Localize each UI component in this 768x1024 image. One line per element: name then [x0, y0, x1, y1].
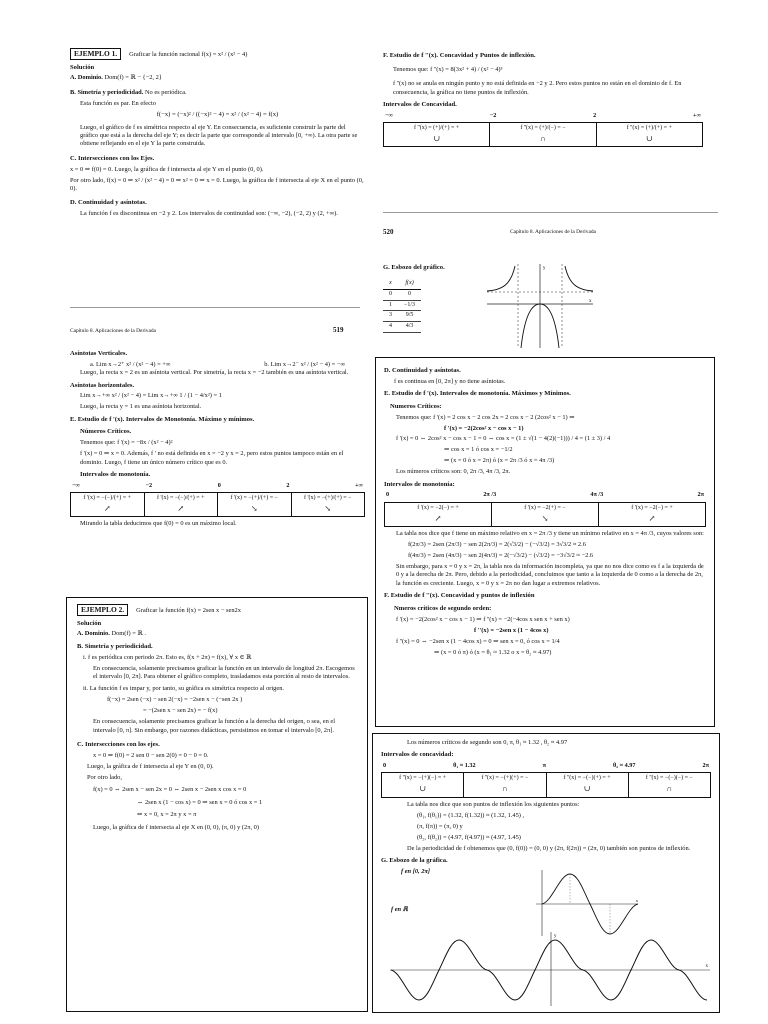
inflection-point: (θ₁, f(θ₁)) = (1.32, f(1.32)) ≈ (1.32, 1.45) ,	[417, 811, 525, 819]
mark: 2π /3	[483, 491, 497, 499]
svg-text:y: y	[543, 266, 546, 271]
no-inflection-text: f ''(x) no se anula en ningún punto y no está definida en −2 y 2. Pero estos puntos no están en el dominio de f. En consecuencia, la gráfica no tiene puntos de inflexión.	[393, 80, 682, 96]
continuity-text: La función f es discontinua en −2 y 2. Los intervalos de continuidad son: (−∞, −2), (−2, 2) y (2, +∞).	[80, 210, 338, 218]
domain-text: Dom(f) = ℝ − {−2, 2}	[104, 74, 162, 82]
monotony-heading: Intervalos de monotonía:	[384, 480, 455, 488]
example-title: Graficar la función f(x) = 2sen x − sen2x	[136, 607, 241, 614]
max-value-eq: f(2π/3) = 2sen (2π/3) − sen 2(2π/3) = 2(√3/2) − (−√3/2) = 3√3/2 ≈ 2.6	[408, 541, 586, 549]
parity-equation: f(−x) = (−x)² / ((−x)² − 4) = x² / (x² − 4) = f(x)	[156, 110, 279, 118]
example-label: EJEMPLO 2.	[77, 604, 128, 616]
critical-numbers-heading: Números Críticos.	[80, 428, 132, 436]
section-d-heading: D. Continuidad y asíntotas.	[384, 367, 461, 374]
concavity-cell: f ''(x) = −(−)(+) = + ∪	[546, 773, 628, 796]
running-head: Capítulo 8. Aplicaciones de la Derivada	[70, 328, 156, 334]
y-intercept-text: Luego, la gráfica de f intersecta al eje Y en (0, 0).	[87, 762, 214, 770]
derivative-eq-2: f '(x) = −2(2cos² x − cos x − 1)	[444, 424, 524, 432]
first-derivative-eq: Tenemos que: f '(x) = −8x / (x² − 4)²	[80, 439, 173, 447]
section-d-heading: D. Continuidad y asíntotas.	[70, 199, 147, 207]
concavity-heading: Intervalos de Concavidad.	[383, 101, 457, 109]
value-table	[383, 279, 421, 334]
solution-heading: Solución	[77, 619, 102, 627]
mark: 0	[217, 481, 221, 489]
odd-equation-1: f(−x) = 2sen (−x) − sen 2(−x) = −2sen x − (−sen 2x )	[107, 696, 243, 704]
interval-marks	[381, 762, 711, 770]
mark: +∞	[355, 481, 363, 489]
limit-b: b. Lim x→2⁻ x² / (x² − 4) = −∞	[264, 360, 345, 368]
derivative-eq-1: Tenemos que: f '(x) = 2 cos x − 2 cos 2x = 2 cos x − 2 (2cos² x − 1) ⇒	[396, 413, 575, 421]
horizontal-asymptote-text: Luego, la recta y = 1 es una asíntota horizontal.	[80, 403, 202, 411]
second-derivative-eq-4: ⇒ (x = 0 ó π) ó (x = θ₁ ≈ 1.32 o x = θ₂ ≈ 4.97)	[434, 648, 552, 656]
vertical-asymptotes-heading: Asíntotas Verticales.	[70, 350, 128, 357]
page-divider	[383, 212, 718, 213]
monotony-cell: f '(x) = −(−)/(+) = + ↗	[71, 493, 144, 516]
domain-text: Dom(f) = ℝ .	[111, 630, 146, 638]
concave-up-icon: ∪	[645, 133, 653, 143]
concave-down-icon: ∩	[540, 133, 546, 143]
mark: −∞	[385, 111, 393, 119]
inflection-point: (π, f(π)) = (π, 0) y	[417, 822, 463, 830]
svg-text:x: x	[635, 898, 638, 903]
decreasing-arrow-icon: ↘	[541, 513, 549, 523]
symmetry-text: Luego, el gráfico de f es simétrica respecto al eje Y. En consecuencia, es suficiente construir la parte del gráfico que está a la derecha del eje Y; es decir la parte que corresponde al intervalo [0, +∞). La otra parte se obtiene reflejando en el eje Y la parte construida.	[80, 123, 358, 148]
monotony-cell: f '(x) = −2(−) = + ↗	[598, 503, 705, 526]
table-header: x	[383, 279, 398, 289]
table-row: 4 4/3	[383, 322, 421, 333]
y-intercept-text: x = 0 ⇒ f(0) = 0. Luego, la gráfica de f intersecta al eje Y en el punto (0, 0).	[70, 165, 264, 173]
odd-equation-2: = −(2sen x − sen 2x) = − f(x)	[143, 707, 218, 715]
periodicity-text: i. f es periódica con periodo 2π. Esto es, f(x + 2π) = f(x), ∀ x ∈ ℝ	[83, 653, 252, 661]
section-e-heading: E. Estudio de f '(x). Intervalos de Monotonía. Máximo y mínimos.	[70, 415, 255, 423]
decreasing-arrow-icon: ↘	[324, 503, 332, 513]
section-b-subtitle: No es periódica.	[144, 88, 187, 96]
page-divider	[70, 307, 360, 308]
concave-down-icon: ∩	[666, 784, 673, 794]
horizontal-asymptotes-heading: Asíntotas horizontales.	[70, 381, 135, 389]
second-derivative-eq: Tenemos que: f ''(x) = 8(3x² + 4) / (x² − 4)³	[393, 65, 503, 73]
horizontal-limit: Lim x→+∞ x² / (x² − 4) = Lim x→+∞ 1 / (1 − 4/x²) = 1	[80, 392, 222, 400]
x-intercept-text: Luego, la gráfica de f intersecta al eje X en (0, 0), (π, 0) y (2π, 0)	[93, 823, 259, 831]
mark: θ₂ ≈ 4.97	[613, 762, 636, 770]
table-row: 3 9/5	[383, 311, 421, 322]
section-e-heading: E. Estudio de f '(x). Intervalos de monotonía. Máximos y Mínimos.	[384, 390, 571, 398]
concavity-cell: f ''(x) = −(+)(+) = − ∩	[463, 773, 545, 796]
second-derivative-eq-1: f '(x) = −2(2cos² x − cos x − 1) ⇒ f ''(x) = −2(−4cos x sen x + sen x)	[396, 615, 570, 623]
other-side-text: Por otro lado,	[87, 773, 122, 781]
mark: 2	[286, 481, 290, 489]
mark: −∞	[72, 481, 80, 489]
table-header: f(x)	[398, 279, 421, 289]
odd-function-text: ii. La función f es impar y, por tanto, su gráfica es simétrica respecto al origen.	[83, 685, 284, 693]
mark: 2π	[702, 762, 709, 770]
concavity-cell: f ''(x) = (+)/(+) = + ∪	[596, 123, 702, 146]
vertical-asymptote-text: Luego, la recta x = 2 es un asíntota vertical. Por simetría, la recta x = −2 también es una asíntota vertical.	[80, 369, 349, 377]
mark: 0	[386, 491, 390, 499]
concavity-table	[381, 772, 711, 797]
section-b-heading: B. Simetría y periodicidad.	[77, 642, 153, 650]
mark: 0	[383, 762, 387, 770]
mark: +∞	[693, 111, 701, 119]
page-asintotas-ejemplo-1	[70, 346, 365, 591]
decreasing-arrow-icon: ↘	[250, 503, 258, 513]
page-monotonia-ejemplo-2	[375, 357, 715, 727]
concave-down-icon: ∩	[501, 784, 508, 794]
section-g-heading: G. Esbozo del gráfico.	[383, 264, 445, 271]
monotony-cell: f '(x) = −(+)/(+) = − ↘	[291, 493, 365, 516]
monotony-cell: f '(x) = −2(+) = − ↘	[491, 503, 598, 526]
inflection-intro: La tabla nos dice que son puntos de inflexión los siguientes puntos:	[407, 800, 580, 808]
section-c-heading: C. Intersecciones con los ejes.	[77, 741, 160, 749]
interval-marks	[384, 491, 706, 499]
concavity-cell: f ''(x) = (+)/(−) = − ∩	[489, 123, 595, 146]
section-b-heading: B. Simetría y periodicidad.	[70, 88, 144, 96]
periodicity-inflection-text: De la periodicidad de f obtenemos que (0, f(0)) = (0, 0) y (2π, f(2π)) = (2π, 0) también son puntos de inflexión.	[407, 844, 691, 852]
monotony-cell: f '(x) = −(−)/(+) = + ↗	[144, 493, 218, 516]
derivative-eq-3: f '(x) = 0 ⇔ 2cos² x − cos x − 1 = 0 ⇔ cos x = (1 ± √(1 − 4(2)(−1))) / 4 = (1 ± 3) / 4	[396, 435, 611, 443]
svg-text:x: x	[705, 964, 708, 969]
rational-function-graph	[485, 262, 595, 350]
critical-numbers-text: Los números críticos son: 0, 2π /3, 4π /3, 2π.	[396, 468, 511, 476]
zeros-eq-2: ⇔ 2sen x (1 − cos x) = 0 ⇒ sen x = 0 ó cos x = 1	[137, 798, 263, 806]
extrema-text: La tabla nos dice que f tiene un máximo relativo en x = 2π /3 y tiene un mínimo relativo en x = 4π /3, cuyos valores son:	[396, 530, 704, 538]
svg-text:x: x	[589, 299, 592, 304]
graph-label-interval: f en [0, 2π]	[401, 867, 431, 875]
mark: θ₁ ≈ 1.32	[453, 762, 476, 770]
page-ejemplo-1	[70, 48, 365, 298]
second-derivative-eq-3: f ''(x) = 0 ⇔ −2sen x (1 − 4cos x) = 0 ⇒ sen x = 0, ó cos x = 1/4	[396, 637, 560, 645]
limit-a: a. Lim x→2⁺ x² / (x² − 4) = +∞	[90, 360, 171, 368]
monotony-cell: f '(x) = −(+)/(+) = − ↘	[217, 493, 291, 516]
derivative-eq-5: ⇒ (x = 0 ó x = 2π) ó (x = 2π /3 ó x = 4π /3)	[444, 457, 555, 465]
increasing-arrow-icon: ↗	[177, 503, 185, 513]
example-title: Graficar la función racional f(x) = x² / (x² − 4)	[129, 51, 248, 58]
concave-up-icon: ∪	[583, 784, 591, 794]
second-order-heading: Nmeros críticos de segundo orden:	[394, 605, 492, 613]
increasing-arrow-icon: ↗	[103, 503, 111, 513]
table-row: 1 −1/3	[383, 300, 421, 311]
zeros-eq-3: ⇒ x = 0, x = 2π y x = π	[137, 811, 197, 819]
page-concavidad-ejemplo-1	[383, 48, 718, 188]
example-label: EJEMPLO 1.	[70, 48, 121, 60]
periodicity-consequence: En consecuencia, solamente precisamos graficar la función en un intervalo de longitud 2π. Escogemos el intervalo [0, 2π]. Para obtener el gráfico completo, trasladamos esta porción al resto de intervalos.	[93, 664, 355, 681]
concavity-cell: f ''(x) = −(+)(−) = + ∪	[382, 773, 463, 796]
concavity-cell: f ''(x) = −(−)(−) = − ∩	[628, 773, 710, 796]
page-ejemplo-2	[66, 597, 368, 1012]
interval-marks	[383, 112, 703, 120]
mark: π	[542, 762, 546, 770]
running-head: Capítulo 8. Aplicaciones de la Derivada	[510, 229, 596, 235]
concave-up-icon: ∪	[433, 133, 441, 143]
section-f-heading: F. Estudio de f ''(x). Concavidad y puntos de inflexión	[384, 592, 535, 600]
concavity-heading: Intervalos de concavidad:	[381, 751, 454, 759]
second-derivative-eq-2: f ''(x) = −2sen x (1 − 4cos x)	[474, 626, 549, 634]
graph-label-real-line: f en ℝ	[391, 906, 408, 914]
interval-marks	[70, 482, 365, 490]
mark: 4π /3	[590, 491, 604, 499]
solution-heading: Solución	[70, 63, 95, 71]
monotony-table	[384, 502, 706, 527]
mark: 2	[593, 111, 597, 119]
endpoints-text: Sin embargo, para x = 0 y x = 2π, la tabla nos da información incompleta, ya que no nos dice como es f a la izquierda de 0 y a la derecha de 2π. Pero, debido a la periodicidad, concluimos que tanto a la izquierda de 0 como a la derecha de 2π, la función es creciente. Luego, x = 0 y x = 2π no dan lugar a extremos relativos.	[396, 562, 704, 587]
critical-numbers-heading: Numeros Críticos:	[390, 402, 442, 410]
monotony-table	[70, 492, 365, 517]
odd-consequence: En consecuencia, solamente precisamos graficar la función a la derecha del origen, o sea, en el intervalo [0, π]. Sin embargo, por razones didácticas, persistimos en tomar el intervalo [0, 2π].	[93, 718, 336, 734]
graph-section-ejemplo-1	[383, 260, 463, 355]
mark: −2	[145, 481, 153, 489]
mark: −2	[489, 111, 497, 119]
y-intercept-eq: x = 0 ⇒ f(0) = 2 sen 0 − sen 2(0) = 0 − 0 = 0.	[93, 751, 209, 759]
section-c-heading: C. Intersecciones con los Ejes.	[70, 154, 155, 162]
continuity-text: f es continua en [0, 2π] y no tiene asíntotas.	[394, 377, 506, 385]
inflection-point: (θ₂, f(θ₂)) = (4.97, f(4.97)) ≈ (4.97, 1.45)	[417, 833, 521, 841]
sine-graph-one-period	[520, 868, 640, 938]
section-g-heading: G. Esbozo de la gráfica.	[381, 857, 448, 865]
parity-text: Esta función es par. En efecto	[80, 99, 156, 107]
increasing-arrow-icon: ↗	[434, 513, 442, 523]
page-number: 520	[383, 228, 394, 236]
derivative-eq-4: ⇒ cos x = 1 ó cos x = −1/2	[444, 446, 513, 454]
second-order-critical: Los números críticos de segundo son 0, π, θ₁ ≈ 1.32 , θ₂ ≈ 4.97	[407, 739, 568, 746]
mark: 2π	[697, 491, 704, 499]
monotony-heading: Intervalos de monotonía.	[80, 470, 151, 478]
x-intercept-text: Por otro lado, f(x) = 0 ⇒ x² / (x² − 4) = 0 ⇒ x² = 0 ⇒ x = 0. Luego, la gráfica de f intersecta al eje X en el punto (0, 0).	[70, 176, 364, 192]
section-a-heading: A. Dominio.	[70, 74, 103, 82]
critical-numbers-text: f '(x) = 0 ⇒ x = 0. Además, f ' no está definida en x = −2 y x = 2, pero estos puntos tampoco están en el dominio. Luego, f tiene un único número crítico que es 0.	[80, 450, 344, 466]
zeros-eq-1: f(x) = 0 ⇔ 2sen x − sen 2x = 0 ⇔ 2sen x − 2sen x cos x = 0	[93, 786, 247, 794]
concavity-table	[383, 122, 703, 147]
min-value-eq: f(4π/3) = 2sen (4π/3) − sen 2(4π/3) = 2(−√3/2) − (√3/2) = −3√3/2 ≈ −2.6	[408, 552, 594, 560]
page-number: 519	[333, 326, 344, 334]
monotony-cell: f '(x) = −2(−) = + ↗	[385, 503, 491, 526]
sine-graph-real-line	[388, 930, 713, 1008]
concavity-cell: f ''(x) = (+)/(+) = + ∪	[384, 123, 489, 146]
section-f-heading: F. Estudio de f ''(x). Concavidad y Puntos de inflexión.	[383, 52, 536, 59]
increasing-arrow-icon: ↗	[648, 513, 656, 523]
svg-text:y: y	[554, 934, 557, 939]
section-a-heading: A. Dominio.	[77, 630, 110, 638]
concave-up-icon: ∪	[419, 784, 426, 794]
table-row: 0 0	[383, 289, 421, 300]
local-max-text: Mirando la tabla deducimos que f(0) = 0 es un máximo local.	[80, 520, 237, 528]
